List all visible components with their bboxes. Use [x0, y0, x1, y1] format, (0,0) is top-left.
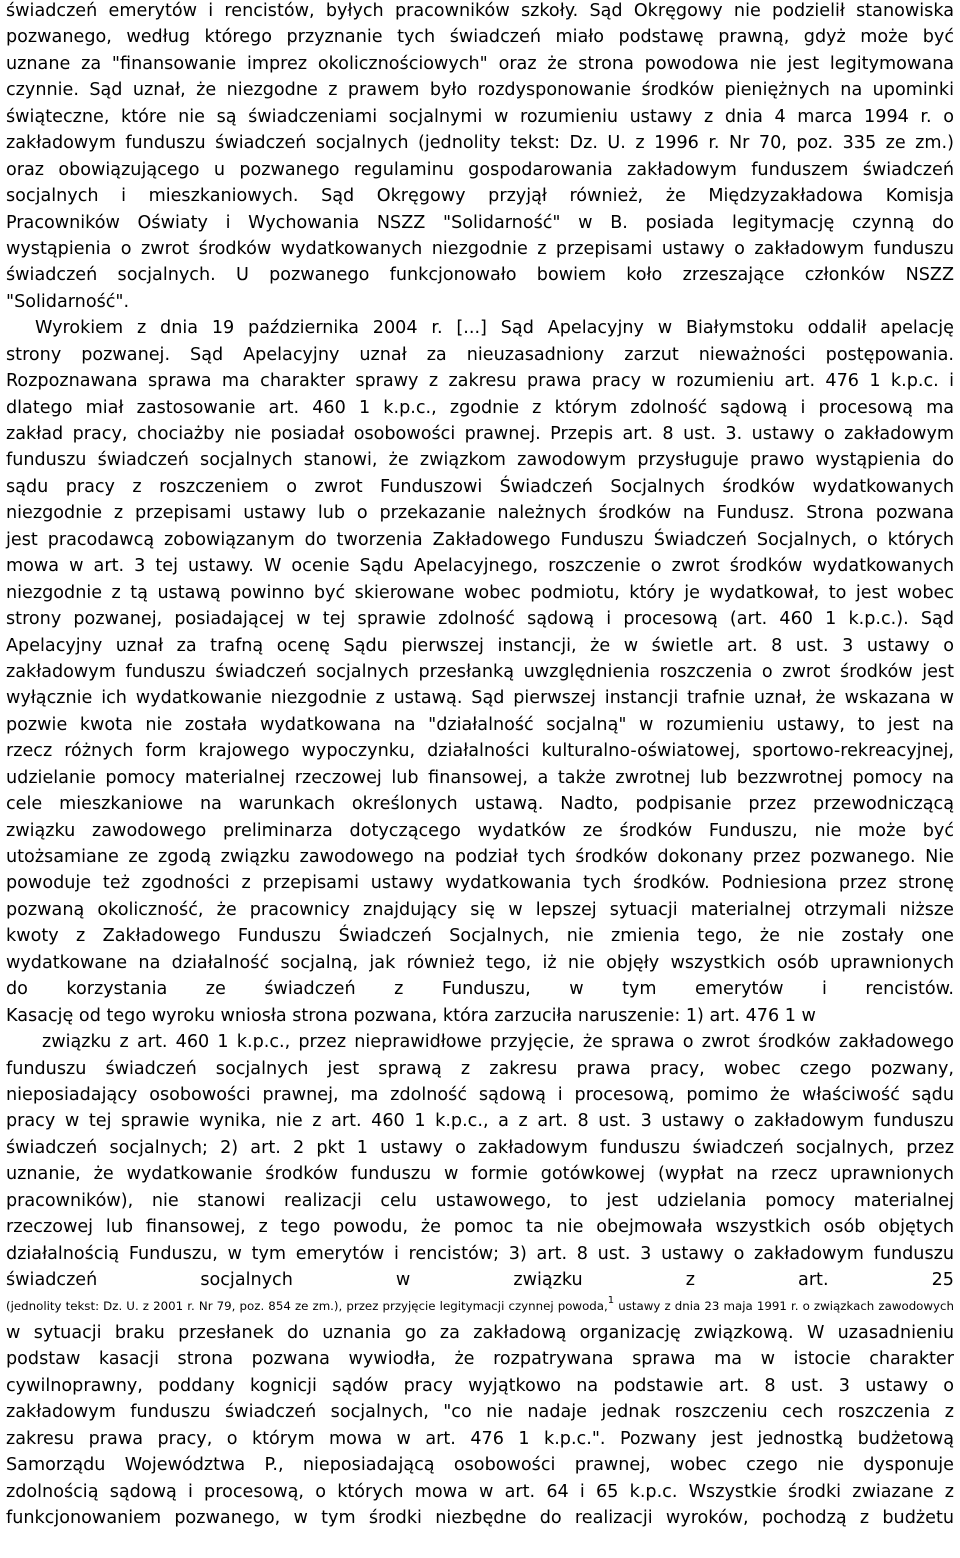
paragraph-start: Wyrokiem z dnia 19 października 2004 r. [...] Sąd Apelacyjny w Białymstoku oddalił apelację [35, 318, 954, 339]
text-line: cywilnoprawny, poddany kognicji sądów pracy wyjątkowo na podstawie art. 8 ust. 3 ustawy o [6, 1375, 954, 1396]
paragraph-start: związku z art. 460 1 k.p.c., przez nieprawidłowe przyjęcie, że sprawa o zwrot środków zakładowego [42, 1032, 954, 1053]
superscript: 1 [607, 1295, 615, 1307]
text-line: strony pozwanej, posiadającej w tej sprawie zdolność sądową i procesową (art. 460 1 k.p.c.). Sąd [6, 609, 954, 630]
text-line: do korzystania ze świadczeń z Funduszu, w tym emerytów i rencistów. [6, 979, 954, 1000]
text-line: świadczeń socjalnych w związku z art. 25 [6, 1270, 954, 1290]
text-line: świadczeń emerytów i rencistów, byłych pracowników szkoły. Sąd Okręgowy nie podzielił stanowiska [6, 1, 954, 21]
text-line: cele mieszkaniowe na warunkach określonych ustawą. Nadto, podpisanie przez przewodniczącą [6, 794, 954, 815]
text-line: Rozpoznawana sprawa ma charakter sprawy z zakresu prawa pracy w rozumieniu art. 476 1 k.p.c. i [6, 371, 954, 392]
text-line: rzeczowej lub finansowej, z tego powodu, że pomoc ta nie obejmowała wszystkich osób objętych [6, 1217, 954, 1238]
text-line: zakładowym funduszu świadczeń socjalnych, "co nie nadaje jednak roszczeniu cech roszczenia z [6, 1402, 954, 1423]
text-segment: (jednolity tekst: Dz. U. z 2001 r. Nr 79, poz. 854 ze zm.), przez przyjęcie legitymacji czynnej powoda, [6, 1299, 608, 1314]
text-line: związku zawodowego preliminarza dotyczącego wydatków ze środków Funduszu, nie może być [6, 820, 954, 841]
text-line: Kasację od tego wyroku wniosła strona pozwana, która zarzuciła naruszenie: 1) art. 476 1 w [6, 1005, 816, 1026]
text-line: nieposiadający osobowości prawnej, ma zdolność sądową i procesową, pomimo że właściwość sądu [6, 1084, 954, 1105]
text-line: podstaw kasacji strona pozwana wywiodła, że rozpatrywana sprawa ma w istocie charakter [6, 1349, 954, 1370]
text-line: oraz obowiązującego u pozwanego regulaminu gospodarowania zakładowym funduszem świadczeń [6, 159, 954, 180]
text-line: pozwie kwota nie została wydatkowana na "działalność socjalną" w rozumieniu ustawy, to jest na [6, 714, 954, 735]
text-segment: ustawy z dnia 23 maja 1991 r. o związkach zawodowych [614, 1299, 954, 1314]
text-line: dlatego miał zastosowanie art. 460 1 k.p.c., zgodnie z którym zdolność sądową i procesową ma [6, 397, 954, 418]
text-line: zakresu prawa pracy, o którym mowa w art. 476 1 k.p.c.". Pozwany jest jednostką budżetową [6, 1428, 954, 1449]
text-line: wystąpienia o zwrot środków wydatkowanych niezgodnie z przepisami ustawy o zakładowym funduszu [6, 238, 954, 259]
text-line: jest pracodawcą zobowiązanym do tworzenia Zakładowego Funduszu Świadczeń Socjalnych, o których [6, 529, 954, 550]
text-line: czynnie. Sąd uznał, że niezgodne z prawem było rozdysponowanie środków pieniężnych na upominki [6, 80, 954, 101]
text-line: strony pozwanej. Sąd Apelacyjny uznał za nieuzasadniony zarzut nieważności postępowania. [6, 344, 954, 365]
text-line: świąteczne, które nie są świadczeniami socjalnymi w rozumieniu ustawy z dnia 4 marca 1994 r. o [6, 106, 954, 127]
text-line-with-superscript [6, 1293, 954, 1319]
text-line: Pracowników Oświaty i Wychowania NSZZ "Solidarność" w B. posiada legitymację czynną do [6, 212, 954, 233]
text-line: pracy w tej sprawie wynika, nie z art. 460 1 k.p.c., a z art. 8 ust. 3 ustawy o zakładowym funduszu [6, 1111, 954, 1132]
text-line: w sytuacji braku przesłanek do uznania go za zakładową organizację związkową. W uzasadnieniu [6, 1322, 954, 1343]
text-line: pozwaną okoliczność, że pracownicy znajdujący się w lepszej sytuacji materialnej otrzymali niższe [6, 899, 954, 920]
text-line: uznane za "finansowanie imprez okolicznościowych" oraz że strona powodowa nie jest legitymowana [6, 53, 954, 74]
text-line: kwoty z Zakładowego Funduszu Świadczeń Socjalnych, nie zmienia tego, że nie zostały one [6, 926, 954, 947]
text-line: zakład pracy, chociażby nie posiadał osobowości prawnej. Przepis art. 8 ust. 3. ustawy o zakładowym [6, 424, 954, 444]
text-line: zakładowym funduszu świadczeń socjalnych (jednolity tekst: Dz. U. z 1996 r. Nr 70, poz. 335 ze zm.) [6, 133, 954, 154]
text-line: "Solidarność". [6, 291, 130, 312]
text-line: udzielanie pomocy materialnej rzeczowej lub finansowej, a także zwrotnej lub bezzwrotnej pomocy na [6, 767, 954, 788]
text-line: funkcjonowaniem pozwanego, w tym środki niezbędne do realizacji wyroków, pochodzą z budżetu [6, 1507, 954, 1528]
text-line: zakładowym funduszu świadczeń socjalnych przesłanką uwzględnienia roszczenia o zwrot środków jest [6, 661, 954, 682]
text-line: Samorządu Województwa P., nieposiadającą osobowości prawnej, wobec czego nie dysponuje [6, 1455, 954, 1476]
text-line: wyłącznie ich wydatkowanie niezgodnie z ustawą. Sąd pierwszej instancji trafnie uznał, że wskazana w [6, 688, 954, 709]
text-line: świadczeń socjalnych. U pozwanego funkcjonowało bowiem koło zrzeszające członków NSZZ [6, 265, 954, 286]
text-line: pozwanego, według którego przyznanie tych świadczeń miało podstawę prawną, gdyż może być [6, 27, 954, 48]
text-line: działalnością Funduszu, w tym emerytów i rencistów; 3) art. 8 ust. 3 ustawy o zakładowym funduszu [6, 1243, 954, 1264]
text-line: powoduje też zgodności z przepisami ustawy wydatkowania tych środków. Podniesiona przez stronę [6, 873, 954, 894]
text-line: świadczeń socjalnych; 2) art. 2 pkt 1 ustawy o zakładowym funduszu świadczeń socjalnych, przez [6, 1137, 954, 1158]
text-line: pracowników), nie stanowi realizacji celu ustawowego, to jest udzielania pomocy materialnej [6, 1190, 954, 1211]
document-page [6, 0, 954, 1558]
text-line: rzecz różnych form krajowego wypoczynku, działalności kulturalno-oświatowej, sportowo-rekreacyjnej, [6, 741, 954, 762]
text-line: funduszu świadczeń socjalnych jest sprawą z zakresu prawa pracy, wobec czego pozwany, [6, 1058, 954, 1079]
text-line: socjalnych i mieszkaniowych. Sąd Okręgowy przyjął również, że Międzyzakładowa Komisja [6, 186, 954, 207]
text-line: uznanie, że wydatkowanie środków funduszu w formie gotówkowej (wypłat na rzecz uprawnionych [6, 1164, 954, 1185]
text-line: zdolnością sądową i procesową, o których mowa w art. 64 i 65 k.p.c. Wszystkie środki zwiazane z [6, 1481, 954, 1502]
text-line: funduszu świadczeń socjalnych stanowi, że związkom zawodowym przysługuje prawo wystąpienia do [6, 450, 954, 471]
text-line: sądu pracy z roszczeniem o zwrot Funduszowi Świadczeń Socjalnych środków wydatkowanych [6, 476, 954, 497]
text-line: utożsamiane ze zgodą związku zawodowego na podział tych środków dokonany przez pozwanego. Nie [6, 847, 954, 867]
text-line: mowa w art. 3 tej ustawy. W ocenie Sądu Apelacyjnego, roszczenie o zwrot środków wydatkowanych [6, 556, 954, 577]
text-line [6, 1531, 954, 1557]
text-line: niezgodnie z tą ustawą powinno być skierowane wobec podmiotu, który je wydatkował, to jest wobec [6, 582, 954, 603]
text-line: niezgodnie z przepisami ustawy lub o przekazanie należnych środków na Fundusz. Strona pozwana [6, 503, 954, 524]
text-line: wydatkowane na działalność socjalną, jak również tego, iż nie objęły wszystkich osób uprawnionych [6, 952, 954, 973]
text-line: Apelacyjny uznał za trafną ocenę Sądu pierwszej instancji, że w świetle art. 8 ust. 3 ustawy o [6, 635, 954, 656]
